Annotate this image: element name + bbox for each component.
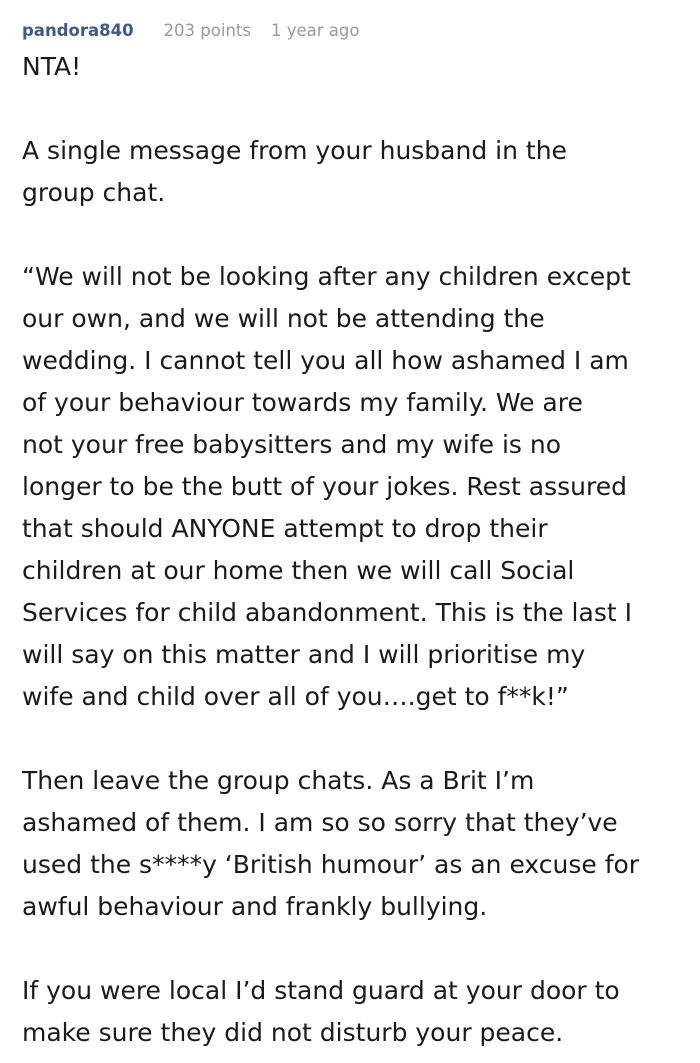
comment-meta — [22, 16, 680, 46]
comment-paragraph: A single message from your husband in the group chat. — [22, 136, 567, 207]
comment-body — [22, 46, 680, 1054]
points-count: 203 points — [163, 21, 251, 40]
comment-paragraph: NTA! — [22, 52, 82, 81]
comment-paragraph: Then leave the group chats. As a Brit I’m ashamed of them. I am so so sorry that they’ve used the s****y ‘British humour’ as an excuse for awful behaviour and frankly bullying. — [22, 766, 640, 921]
author-link[interactable]: pandora840 — [22, 21, 134, 40]
comment-paragraph: “We will not be looking after any children except our own, and we will not be attending the wedding. I cannot tell you all how ashamed I am of your behaviour towards my family. We are not your free babysitters and my wife is no longer to be the butt of your jokes. Rest assured that should ANYONE attempt to drop their children at our home then we will call Social Services for child abandonment. This is the last I will say on this matter and I will prioritise my wife and child over all of you….get to f**k!” — [22, 262, 632, 711]
timestamp: 1 year ago — [270, 21, 360, 40]
comment-paragraph: If you were local I’d stand guard at your door to make sure they did not disturb your peace. — [22, 976, 620, 1047]
